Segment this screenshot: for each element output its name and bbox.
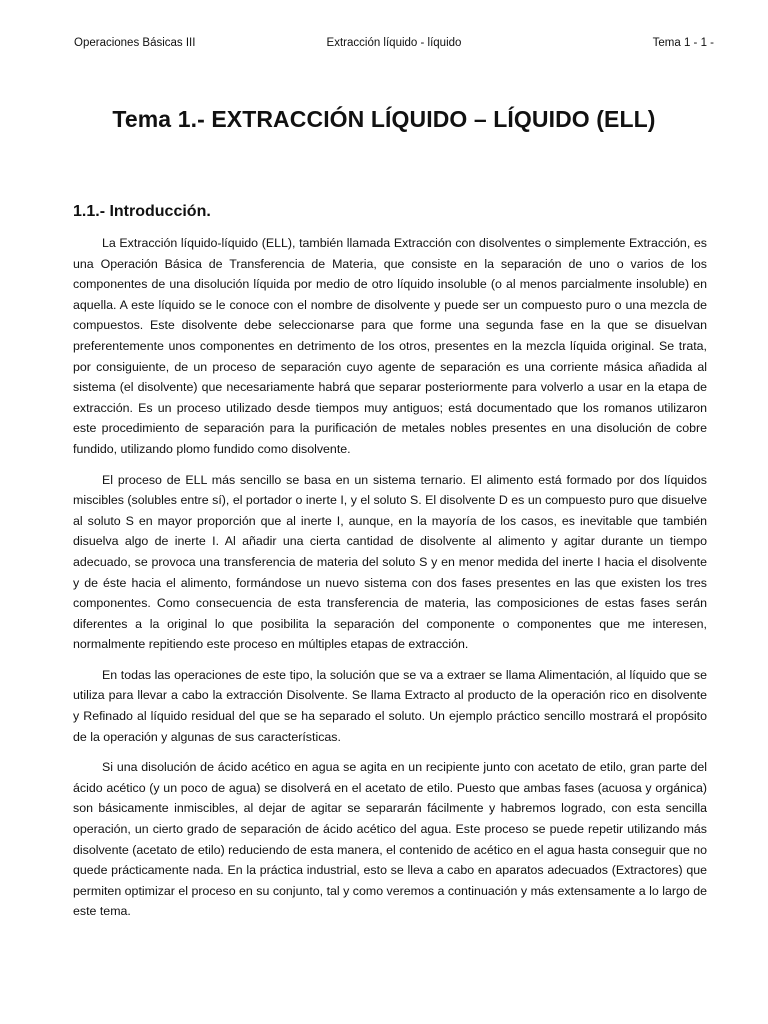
running-header <box>74 35 714 51</box>
section-heading: 1.1.- Introducción. <box>73 203 211 220</box>
paragraph-4: Si una disolución de ácido acético en agua se agita en un recipiente junto con acetato de etilo, gran parte del ácido acético (y un poco de agua) se disolverá en el acetato de etilo. Puesto que ambas fases (acuosa y orgánica) son básicamente inmiscibles, al dejar de agitar se separarán fácilmente y habremos logrado, con esta sencilla operación, un cierto grado de separación de ácido acético del agua. Este proceso se puede repetir utilizando más disolvente (acetato de etilo) reduciendo de esta manera, el contenido de acético en el agua hasta conseguir que no quede prácticamente nada. En la práctica industrial, esto se lleva a cabo en aparatos adecuados (Extractores) que permiten optimizar el proceso en su conjunto, tal y como veremos a continuación y más extensamente a lo largo de este tema. <box>73 760 707 919</box>
body-text <box>73 233 707 932</box>
paragraph-2: El proceso de ELL más sencillo se basa en un sistema ternario. El alimento está formado por dos líquidos miscibles (solubles entre sí), el portador o inerte I, y el soluto S. El disolvente D es un compuesto puro que disuelve al soluto S en mayor proporción que al inerte I, aunque, en la mayoría de los casos, es inevitable que también disuelva algo de inerte I. Al añadir una cierta cantidad de disolvente al alimento y agitar durante un tiempo adecuado, se provoca una transferencia de materia del soluto S y en menor medida del inerte I hacia el disolvente y de éste hacia el alimento, formándose un nuevo sistema con dos fases presentes en las que existen los tres componentes. Como consecuencia de esta transferencia de materia, las composiciones de estas fases serán diferentes a la original lo que posibilita la separación del componente o componentes que me interesen, normalmente repitiendo este proceso en múltiples etapas de extracción. <box>73 472 707 652</box>
page-title: Tema 1.- EXTRACCIÓN LÍQUIDO – LÍQUIDO (ELL) <box>112 106 656 132</box>
paragraph-1: La Extracción líquido-líquido (ELL), también llamada Extracción con disolventes o simplemente Extracción, es una Operación Básica de Transferencia de Materia, que consiste en la separación de uno o varios de los componentes de una disolución líquida por medio de otro líquido insoluble (o al menos parcialmente insoluble) en aquella. A este líquido se le conoce con el nombre de disolvente y puede ser un compuesto puro o una mezcla de compuestos. Este disolvente debe seleccionarse para que forme una segunda fase en la que se disuelvan preferentemente unos componentes en detrimento de los otros, presentes en la mezcla líquida original. Se trata, por consiguiente, de un proceso de separación cuyo agente de separación es una corriente másica añadida al sistema (el disolvente) que necesariamente habrá que separar posteriormente para volverlo a usar en la etapa de extracción. Es un proceso utilizado desde tiempos muy antiguos; está documentado que los romanos utilizaron este procedimiento de separación para la purificación de metales nobles presentes en una disolución de cobre fundido, utilizando plomo fundido como disolvente. <box>73 236 707 456</box>
header-course-name: Operaciones Básicas III <box>74 37 196 49</box>
header-chapter-name: Extracción líquido - líquido <box>326 37 462 49</box>
header-page-number: Tema 1 - 1 - <box>652 37 714 49</box>
paragraph-3: En todas las operaciones de este tipo, la solución que se va a extraer se llama Alimentación, al líquido que se utiliza para llevar a cabo la extracción Disolvente. Se llama Extracto al producto de la operación rico en disolvente y Refinado al líquido residual del que se ha separado el soluto. Un ejemplo práctico sencillo mostrará el propósito de la operación y algunas de sus características. <box>73 667 707 744</box>
